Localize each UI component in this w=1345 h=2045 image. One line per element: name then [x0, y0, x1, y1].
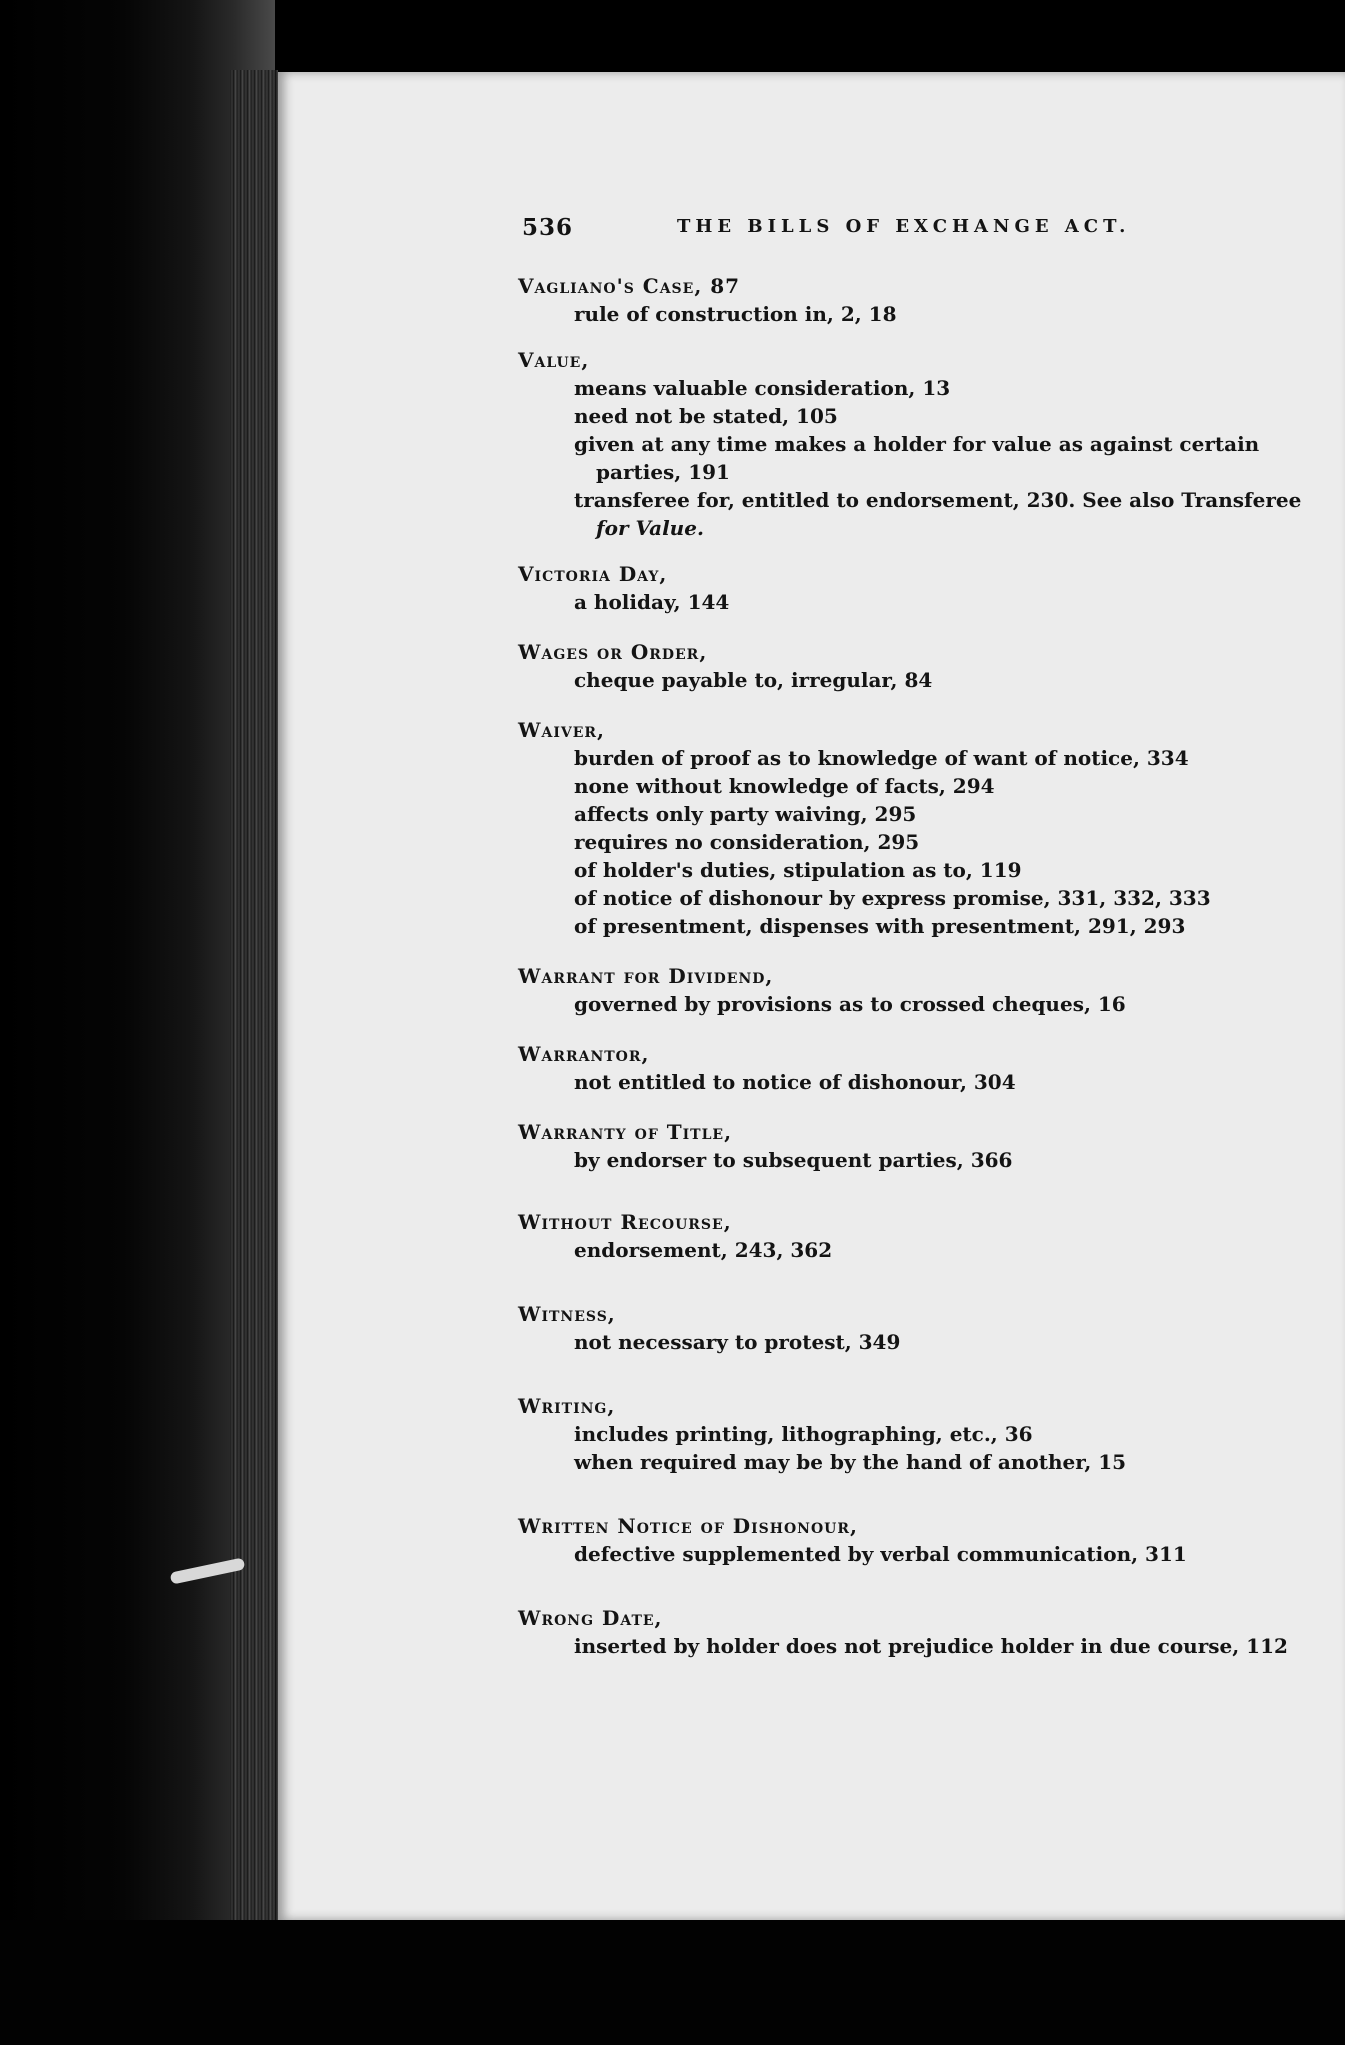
entry-heading: Wages or Order,: [518, 640, 708, 664]
entry-subitem: includes printing, lithographing, etc., 36: [574, 1422, 1033, 1446]
entry-subitem: defective supplemented by verbal communication, 311: [574, 1542, 1187, 1566]
book-page-edges: [230, 70, 278, 1920]
entry-heading: Waiver,: [518, 718, 606, 742]
entry-subitem: a holiday, 144: [574, 590, 730, 614]
entry-subitem-continued: for Value.: [596, 516, 704, 540]
index-list: [518, 272, 1302, 1660]
entry-heading: Witness,: [518, 1302, 616, 1326]
scan-bottom-margin: [0, 1920, 1345, 2045]
entry-subitem: endorsement, 243, 362: [574, 1238, 833, 1262]
entry-subitem-continued: parties, 191: [596, 460, 730, 484]
entry-subitem: none without knowledge of facts, 294: [574, 774, 995, 798]
entry-subitem: given at any time makes a holder for value as against certain: [574, 432, 1260, 456]
entry-subitem: rule of construction in, 2, 18: [574, 302, 897, 326]
index-entry: [518, 1300, 1298, 1356]
entry-heading: Victoria Day,: [518, 562, 668, 586]
index-entry: [518, 962, 1298, 1018]
entry-subitem: transferee for, entitled to endorsement, 230. See also Transferee: [574, 488, 1302, 512]
index-entry: [518, 272, 1298, 328]
index-entry: [518, 1040, 1298, 1096]
index-entry: [518, 1512, 1298, 1568]
entry-subitem: affects only party waiving, 295: [574, 802, 917, 826]
entry-heading: Written Notice of Dishonour,: [518, 1514, 858, 1538]
index-entry: [518, 346, 1302, 542]
entry-heading: Wrong Date,: [518, 1606, 663, 1630]
entry-subitem: cheque payable to, irregular, 84: [574, 668, 933, 692]
entry-subitem: not entitled to notice of dishonour, 304: [574, 1070, 1016, 1094]
running-title: THE BILLS OF EXCHANGE ACT.: [677, 216, 1131, 237]
entry-subitem: means valuable consideration, 13: [574, 376, 951, 400]
entry-subitem: when required may be by the hand of another, 15: [574, 1450, 1127, 1474]
entry-subitem: of notice of dishonour by express promise, 331, 332, 333: [574, 886, 1211, 910]
index-entry: [518, 1392, 1298, 1476]
entry-subitem: by endorser to subsequent parties, 366: [574, 1148, 1013, 1172]
running-header: [522, 214, 1302, 244]
entry-heading: Writing,: [518, 1394, 616, 1418]
entry-subitem: requires no consideration, 295: [574, 830, 920, 854]
entry-subitem: of holder's duties, stipulation as to, 119: [574, 858, 1022, 882]
entry-subitem: need not be stated, 105: [574, 404, 838, 428]
entry-subitem: not necessary to protest, 349: [574, 1330, 901, 1354]
entry-subitem: of presentment, dispenses with presentment, 291, 293: [574, 914, 1186, 938]
entry-heading: Warranty of Title,: [518, 1120, 733, 1144]
index-entry: [518, 1208, 1298, 1264]
index-entry: [518, 716, 1298, 940]
entry-subitem: governed by provisions as to crossed cheques, 16: [574, 992, 1126, 1016]
entry-heading: Warrant for Dividend,: [518, 964, 774, 988]
entry-heading: Without Recourse,: [518, 1210, 732, 1234]
index-entry: [518, 1604, 1298, 1660]
index-entry: [518, 560, 1298, 616]
index-entry: [518, 638, 1298, 694]
index-entry: [518, 1118, 1298, 1174]
entry-subitem: burden of proof as to knowledge of want of notice, 334: [574, 746, 1189, 770]
entry-heading: Value,: [518, 348, 590, 372]
entry-heading: Vagliano's Case, 87: [518, 274, 741, 298]
page-number: 536: [522, 214, 574, 241]
entry-subitem: inserted by holder does not prejudice holder in due course, 112: [574, 1634, 1288, 1658]
entry-heading: Warrantor,: [518, 1042, 650, 1066]
